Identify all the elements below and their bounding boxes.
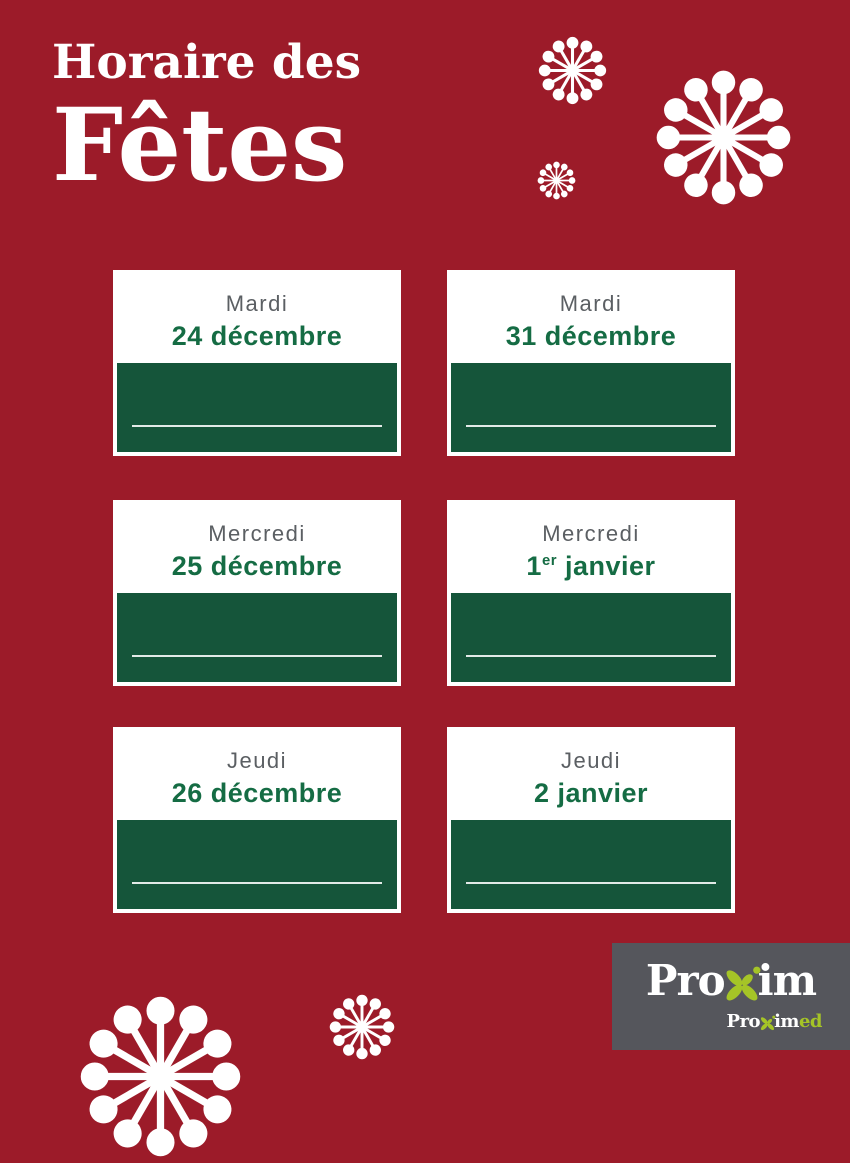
- date-label: [113, 551, 401, 582]
- holiday-card-31-decembre: [447, 270, 735, 456]
- day-label: Mardi: [225, 291, 289, 316]
- date-month: décembre: [202, 551, 343, 581]
- day-label: Jeudi: [226, 748, 288, 773]
- date-month: décembre: [202, 321, 343, 351]
- sub-text-mid: im: [774, 1011, 799, 1032]
- title-block: [52, 34, 362, 204]
- hours-blank-line: [132, 425, 382, 427]
- hours-area: [117, 593, 397, 682]
- proxim-logo: [612, 957, 850, 1005]
- hours-blank-line: [132, 655, 382, 657]
- snowflake-icon-top-medium: [536, 34, 609, 107]
- date-number: 1: [526, 551, 542, 581]
- hours-blank-line: [466, 882, 716, 884]
- brand-text-pre: Pro: [645, 956, 725, 1005]
- holiday-card-25-decembre: [113, 500, 401, 686]
- proximed-logo: [727, 1011, 822, 1033]
- date-month: janvier: [557, 551, 656, 581]
- day-label: Jeudi: [560, 748, 622, 773]
- hours-blank-line: [132, 882, 382, 884]
- hours-area: [451, 820, 731, 909]
- date-label: [447, 321, 735, 352]
- hours-area: [451, 363, 731, 452]
- date-number: 24: [171, 321, 203, 351]
- brand-text-post: im: [757, 956, 817, 1005]
- date-number: 25: [171, 551, 203, 581]
- date-number: 2: [533, 778, 550, 808]
- sub-text-suffix: ed: [798, 1011, 822, 1032]
- date-label: [113, 778, 401, 809]
- date-number: 26: [171, 778, 203, 808]
- date-month: décembre: [536, 321, 677, 351]
- holiday-card-24-decembre: [113, 270, 401, 456]
- date-label: [447, 551, 735, 582]
- holiday-card-1er-janvier: [447, 500, 735, 686]
- day-label: Mardi: [559, 291, 623, 316]
- title-line-2: Fêtes: [52, 86, 348, 204]
- snowflake-icon-bottom-large: [74, 990, 247, 1163]
- date-label: [447, 778, 735, 809]
- title-line-1: Horaire des: [52, 35, 362, 90]
- date-number: 31: [505, 321, 537, 351]
- proxim-x-flower-icon: [722, 965, 762, 1005]
- proxim-logo-panel: [612, 943, 850, 1050]
- snowflake-icon-top-large: [651, 65, 796, 210]
- snowflake-icon-bottom-medium: [327, 992, 397, 1062]
- date-month: janvier: [549, 778, 649, 808]
- holiday-card-26-decembre: [113, 727, 401, 913]
- hours-area: [117, 820, 397, 909]
- hours-area: [117, 363, 397, 452]
- date-month: décembre: [202, 778, 343, 808]
- hours-blank-line: [466, 655, 716, 657]
- date-label: [113, 321, 401, 352]
- hours-area: [451, 593, 731, 682]
- day-label: Mercredi: [542, 521, 640, 546]
- sub-text-pre: Pro: [726, 1011, 761, 1032]
- holiday-card-2-janvier: [447, 727, 735, 913]
- hours-blank-line: [466, 425, 716, 427]
- snowflake-icon-top-small: [536, 160, 577, 201]
- date-ordinal-suffix: er: [541, 553, 557, 569]
- day-label: Mercredi: [208, 521, 306, 546]
